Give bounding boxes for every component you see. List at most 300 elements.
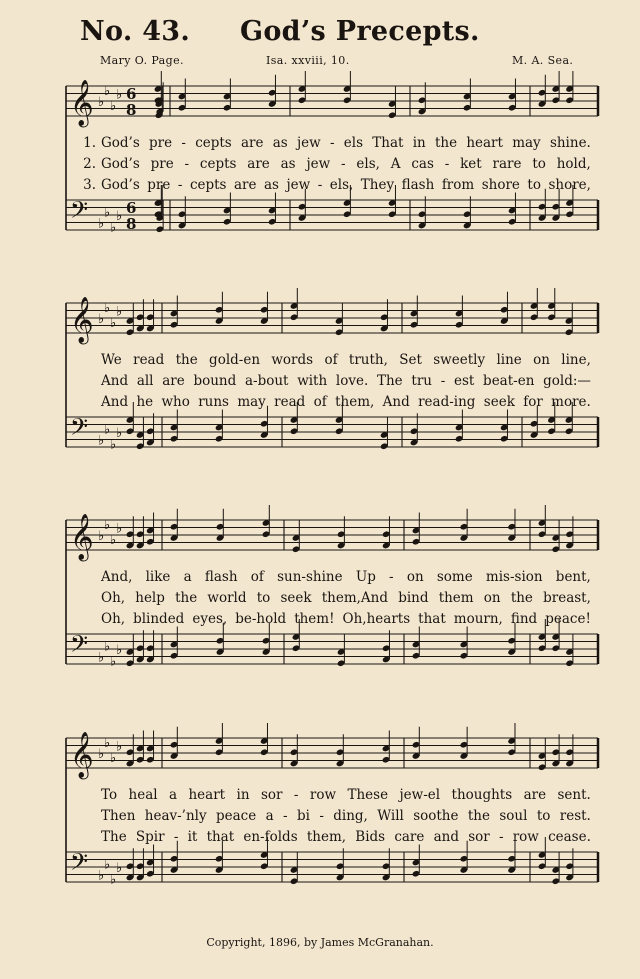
lyric-syllable: peace [216,808,257,824]
lyric-syllable: cease. [548,829,591,845]
treble-clef-icon: 𝄞 [70,732,94,778]
treble-clef-icon: 𝄞 [70,514,94,560]
note-chord [136,417,145,450]
lyric-syllable: - [184,156,190,172]
note-chord [565,71,574,104]
lyric-line [72,177,592,198]
lyric-syllable: them, [306,829,347,845]
lyric-syllable: flash [204,569,238,585]
flat-icon: ♭ [98,747,105,762]
flat-icon: ♭ [98,433,105,449]
credit-scripture: Isa. xxviii, 10. [266,54,350,67]
note-chord [551,852,560,885]
lyric-syllable: on [406,569,424,585]
lyric-syllable: cas [411,156,434,172]
lyric-syllable: with [297,373,328,389]
note-chord [388,86,397,119]
lyric-syllable: gold:— [543,373,591,389]
lyric-syllable: for [523,394,543,410]
lyric-syllable: to [536,808,551,824]
verse-number: 1. [83,135,96,151]
note-chord [547,288,556,321]
lyric-syllable: are [523,787,547,803]
lyric-syllable: them,And [321,590,389,606]
lyric-syllable: sor [468,829,490,845]
lyric-syllable: sent. [557,787,591,803]
lyric-syllable: a-bout [244,373,289,389]
flat-icon: ♭ [116,426,123,441]
flat-icon: ♭ [98,868,105,884]
hymn-title: God’s Precepts. [240,16,480,47]
lyric-syllable: read-ing [418,394,476,410]
note-chord [538,75,547,108]
lyric-syllable: - [498,829,504,845]
lyric-syllable: may [512,135,541,151]
note-chord [551,734,560,767]
lyric-syllable: We [101,352,122,368]
lyric-syllable: are [247,156,270,172]
lyric-syllable: a [169,787,178,803]
lyrics-block [72,352,592,415]
lyric-syllable: Set [399,352,422,368]
lyric-syllable: it [187,829,198,845]
flat-icon: ♭ [110,315,117,331]
lyric-syllable: heal [128,787,158,803]
credit-composer: M. A. Sea. [512,54,574,67]
note-chord [178,79,187,112]
flat-icon: ♭ [116,739,123,755]
flat-icon: ♭ [98,650,105,666]
note-chord [292,520,301,553]
lyric-syllable: jew [306,156,331,172]
note-chord [290,288,299,321]
flat-icon: ♭ [104,517,111,533]
flat-icon: ♭ [98,529,105,544]
note-chord [538,505,547,538]
lyric-line [72,829,592,850]
lyric-syllable: shore, [548,177,591,193]
lyric-syllable: world [207,590,247,606]
lyric-syllable: them, [335,394,375,410]
note-chord [380,417,389,450]
note-chord [410,296,419,329]
lyric-syllable: in [412,135,426,151]
lyric-syllable: And [382,394,410,410]
music-system [62,730,602,930]
note-chord [565,516,574,549]
lyric-syllable: And [101,394,129,410]
lyric-syllable: to [256,590,271,606]
note-chord [530,288,539,321]
lyric-syllable: mis-sion [485,569,543,585]
flat-icon: ♭ [110,437,117,453]
lyric-syllable: are [240,135,264,151]
lyric-syllable: beat-en [483,373,535,389]
lyric-syllable: them! [294,611,335,627]
lyric-syllable: est [453,373,475,389]
lyric-syllable: To [101,787,118,803]
note-chord [136,630,145,663]
note-chord [337,516,346,549]
lyric-syllable: bi [296,808,310,824]
lyric-syllable: on [483,590,501,606]
lyric-syllable: Bids [355,829,386,845]
note-chord [565,848,574,881]
note-chord [126,634,135,667]
lyric-syllable: - [173,829,179,845]
flat-icon: ♭ [110,872,117,888]
lyric-syllable: Oh,hearts [342,611,411,627]
lyric-syllable: These [347,787,389,803]
lyric-syllable: row [309,787,337,803]
note-chord [382,516,391,549]
treble-staff [66,723,598,780]
lyric-syllable: words [271,352,314,368]
note-chord [290,734,299,767]
note-chord [418,82,427,115]
lyric-syllable: on [533,352,550,368]
lyric-syllable: - [181,135,186,151]
lyric-syllable: And, [101,569,133,585]
lyric-syllable: of [324,352,338,368]
lyrics-block [72,569,592,632]
note-chord [410,413,419,446]
lyric-syllable: - [177,177,183,193]
lyric-line [72,808,592,829]
note-chord [178,196,187,229]
flat-icon: ♭ [104,83,111,99]
lyric-syllable: who [161,394,190,410]
note-chord [146,630,155,663]
flat-icon: ♭ [110,750,117,766]
treble-clef-icon: 𝄞 [70,297,94,343]
lyric-syllable: cepts [189,177,227,193]
lyric-syllable: shore [481,177,520,193]
lyric-syllable: seek [280,590,312,606]
note-chord [538,738,547,771]
flat-icon: ♭ [116,209,123,224]
note-chord [507,723,516,756]
flat-icon: ♭ [116,861,123,876]
lyric-syllable: - [444,156,450,172]
lyric-syllable: en-folds [243,829,298,845]
music-system [62,295,602,495]
lyric-syllable: els, [356,156,380,172]
lyric-syllable: like [145,569,171,585]
lyric-syllable: the [510,590,533,606]
flat-icon: ♭ [104,735,111,751]
lyric-syllable: thoughts [451,787,513,803]
note-chord [260,723,269,756]
lyric-syllable: The [101,829,127,845]
flat-icon: ♭ [104,857,111,873]
note-chord [460,727,469,760]
note-chord [463,79,472,112]
lyrics-block [72,787,592,850]
lyric-syllable: the [175,590,198,606]
lyric-syllable: that [206,829,235,845]
note-chord [382,848,391,881]
lyric-syllable: more. [551,394,591,410]
lyric-line [72,787,592,808]
lyric-syllable: ket [460,156,482,172]
note-chord [382,630,391,663]
lyric-syllable: Oh, [101,611,126,627]
lyrics-block [72,135,592,198]
treble-staff [66,505,598,562]
note-chord [262,505,271,538]
lyric-syllable: heav-’nly [144,808,207,824]
lyric-syllable: he [136,394,154,410]
lyric-syllable: line [496,352,522,368]
lyric-line [72,156,592,177]
lyric-syllable: tru [411,373,432,389]
lyric-syllable: soothe [413,808,459,824]
lyric-syllable: God’s [101,177,140,193]
lyric-syllable: that [418,611,446,627]
note-chord [126,848,135,881]
note-chord [215,723,224,756]
flat-icon: ♭ [98,216,105,232]
lyric-syllable: shine. [549,135,591,151]
treble-staff [66,288,598,345]
lyric-syllable: bound [193,373,237,389]
lyric-syllable: as [263,177,279,193]
note-chord [508,79,517,112]
flat-icon: ♭ [116,87,123,103]
lyric-syllable: some [436,569,473,585]
hymn-number: No. 43. [80,16,191,47]
note-chord [170,509,179,542]
lyric-syllable: pre [150,156,174,172]
lyric-syllable: a [183,569,192,585]
lyric-syllable: rest. [559,808,591,824]
lyric-syllable: from [441,177,475,193]
lyric-syllable: flash [401,177,435,193]
lyric-syllable: row [512,829,539,845]
lyric-syllable: the [467,808,490,824]
note-chord [380,299,389,332]
time-signature-upper: 6 [126,85,137,103]
music-system [62,512,602,712]
note-chord [260,292,269,325]
lyric-syllable: sweetly [433,352,486,368]
lyric-syllable: Oh, [101,590,126,606]
lyric-syllable: runs [198,394,229,410]
note-chord [268,75,277,108]
flat-icon: ♭ [104,422,111,438]
note-chord [337,634,346,667]
lyric-syllable: God’s [101,156,140,172]
flat-icon: ♭ [116,304,123,320]
lyric-syllable: are [233,177,257,193]
time-signature-lower: 8 [126,101,137,119]
lyric-syllable: the [175,352,198,368]
flat-icon: ♭ [104,205,111,221]
copyright-notice: Copyright, 1896, by James McGranahan. [206,936,434,949]
note-chord [170,296,179,329]
note-chord [126,303,135,336]
verse-number: 2. [83,156,96,172]
note-chord [507,509,516,542]
credit-author: Mary O. Page. [100,54,184,67]
lyric-syllable: find [510,611,538,627]
note-chord [126,516,135,549]
note-chord [565,734,574,767]
lyric-syllable: A [390,156,401,172]
lyric-syllable: - [293,787,299,803]
lyric-syllable: love. [335,373,369,389]
note-chord [343,71,352,104]
note-chord [455,296,464,329]
flat-icon: ♭ [116,643,123,658]
lyric-syllable: bind [398,590,429,606]
flat-icon: ♭ [104,300,111,316]
lyric-syllable: may [237,394,266,410]
lyric-syllable: That [372,135,404,151]
lyric-syllable: They [360,177,395,193]
lyric-syllable: blinded [133,611,185,627]
note-chord [336,848,345,881]
note-chord [146,731,155,764]
note-chord [336,734,345,767]
flat-icon: ♭ [110,220,117,236]
lyric-syllable: Then [101,808,136,824]
note-chord [126,734,135,767]
note-chord [216,509,225,542]
time-signature-upper: 6 [126,199,137,217]
bass-clef-icon: 𝄢 [70,413,89,446]
lyric-syllable: Spir [135,829,165,845]
note-chord [290,852,299,885]
lyric-syllable: breast, [543,590,591,606]
lyric-syllable: read [133,352,165,368]
lyric-syllable: hold, [556,156,591,172]
treble-staff [66,71,598,128]
lyric-line [72,569,592,590]
note-chord [146,513,155,546]
lyric-syllable: be-hold [235,611,287,627]
lyric-line [72,611,592,632]
lyric-syllable: help [135,590,165,606]
note-chord [382,731,391,764]
lyric-syllable: the [434,135,458,151]
lyric-syllable: soul [499,808,528,824]
note-chord [412,513,421,546]
lyric-syllable: a [265,808,274,824]
lyric-syllable: pre [147,177,171,193]
lyric-syllable: to [527,177,541,193]
lyric-line [72,394,592,415]
note-chord [170,727,179,760]
bass-clef-icon: 𝄢 [70,196,89,229]
lyric-syllable: sun-shine [277,569,343,585]
lyric-syllable: cepts [195,135,232,151]
lyric-syllable: - [283,808,288,824]
lyric-syllable: jew [286,177,311,193]
flat-icon: ♭ [116,521,123,537]
verse-number: 3. [83,177,96,193]
lyric-syllable: rare [492,156,522,172]
lyric-syllable: God’s [101,135,140,151]
lyric-syllable: els [343,135,364,151]
note-chord [136,731,145,764]
note-chord [412,727,421,760]
lyric-syllable: mourn, [453,611,503,627]
lyric-syllable: - [389,569,394,585]
lyric-syllable: bent, [555,569,591,585]
note-chord [335,303,344,336]
lyric-line [72,590,592,611]
note-chord [136,299,145,332]
flat-icon: ♭ [98,312,105,327]
lyric-syllable: all [136,373,154,389]
flat-icon: ♭ [104,639,111,655]
note-chord [460,509,469,542]
lyric-syllable: as [280,156,296,172]
lyric-syllable: gold-en [209,352,261,368]
lyric-syllable: seek [483,394,515,410]
flat-icon: ♭ [110,98,117,114]
lyric-line [72,352,592,373]
lyric-syllable: - [317,177,323,193]
note-chord [418,196,427,229]
lyric-syllable: The [376,373,403,389]
lyric-syllable: and [433,829,459,845]
note-chord [500,292,509,325]
lyric-syllable: to [532,156,546,172]
lyric-syllable: pre [149,135,173,151]
lyric-syllable: in [236,787,250,803]
lyric-syllable: heart [466,135,503,151]
lyric-syllable: truth, [348,352,388,368]
note-chord [551,71,560,104]
lyric-syllable: heart [188,787,226,803]
lyric-syllable: Up [355,569,376,585]
lyric-syllable: Will [377,808,404,824]
lyric-syllable: as [272,135,288,151]
note-chord [146,299,155,332]
lyric-syllable: peace! [545,611,591,627]
note-chord [463,196,472,229]
note-chord [298,71,307,104]
lyric-line [72,373,592,394]
bass-clef-icon: 𝄢 [70,630,89,663]
flat-icon: ♭ [110,654,117,670]
lyric-syllable: sor [260,787,283,803]
note-chord [136,848,145,881]
flat-icon: ♭ [110,532,117,548]
lyric-line [72,135,592,156]
lyric-syllable: read [274,394,306,410]
lyric-syllable: cepts [199,156,237,172]
lyric-syllable: ding, [333,808,368,824]
time-signature-lower: 8 [126,215,137,233]
lyric-syllable: them [438,590,474,606]
treble-clef-icon: 𝄞 [70,80,94,126]
lyric-syllable: - [319,808,324,824]
note-chord [565,634,574,667]
lyric-syllable: - [440,373,446,389]
note-chord [565,303,574,336]
note-chord [223,79,232,112]
lyric-syllable: line, [561,352,591,368]
lyric-syllable: And [101,373,129,389]
lyric-syllable: - [341,156,346,172]
note-chord [136,516,145,549]
lyric-syllable: jew [296,135,321,151]
note-chord [146,413,155,446]
